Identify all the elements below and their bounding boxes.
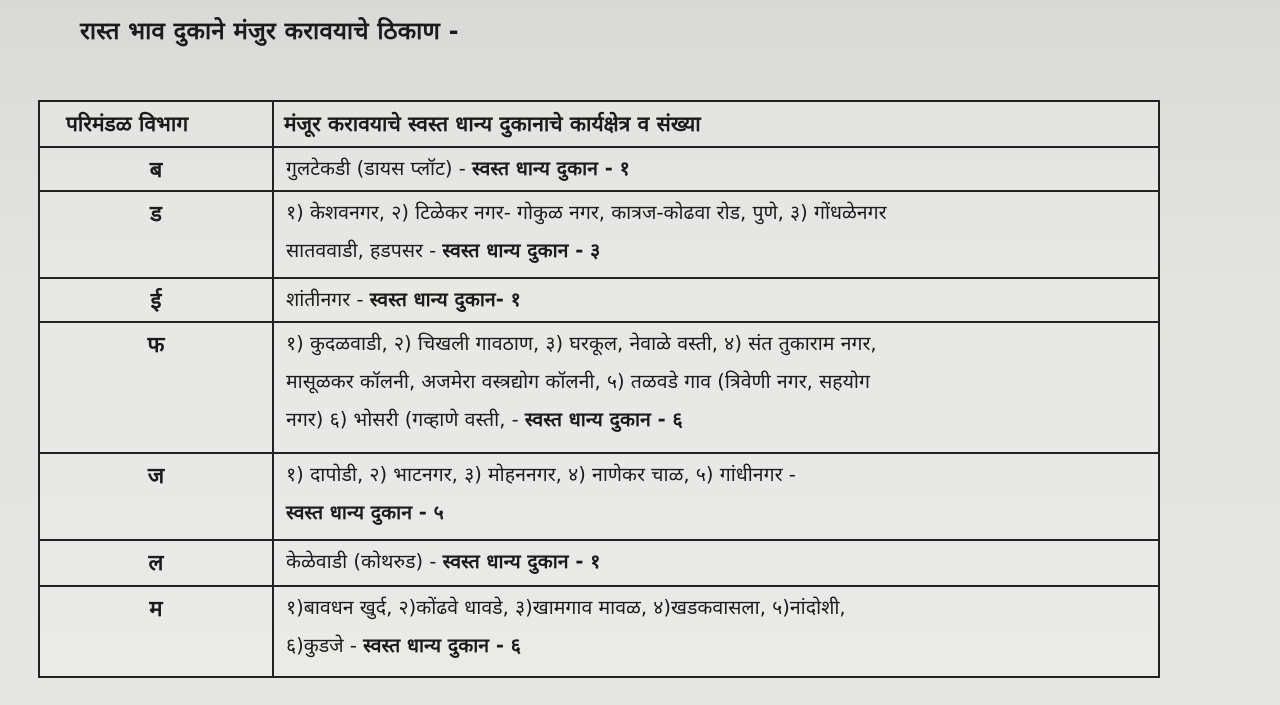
area-line: मासूळकर कॉलनी, अजमेरा वस्त्रद्योग कॉलनी, ५) तळवडे गाव (त्रिवेणी नगर, सहयोग xyxy=(286,369,870,393)
area-line: स्वस्त धान्य दुकान - ५ xyxy=(286,500,444,524)
header-division: परिमंडळ विभाग xyxy=(39,101,273,147)
area-line: शांतीनगर - स्वस्त धान्य दुकान- १ xyxy=(286,287,521,311)
area-line: ६)कुडजे - स्वस्त धान्य दुकान - ६ xyxy=(286,633,521,657)
table-row xyxy=(39,278,1159,322)
area-line: गुलटेकडी (डायस प्लॉट) - स्वस्त धान्य दुकान - १ xyxy=(286,157,630,180)
header-area: मंजूर करावयाचे स्वस्त धान्य दुकानाचे कार्यक्षेत्र व संख्या xyxy=(273,101,1159,147)
table-row xyxy=(39,322,1159,453)
area-line: १) दापोडी, २) भाटनगर, ३) मोहननगर, ४) नाणेकर चाळ, ५) गांधीनगर - xyxy=(286,462,796,486)
division-cell: ज xyxy=(39,453,273,540)
division-cell: ब xyxy=(39,147,273,191)
area-line: सातववाडी, हडपसर - स्वस्त धान्य दुकान - ३ xyxy=(286,238,601,262)
division-cell: फ xyxy=(39,322,273,453)
area-cell xyxy=(273,278,1159,322)
table-row xyxy=(39,191,1159,278)
page-title: रास्त भाव दुकाने मंजुर करावयाचे ठिकाण - xyxy=(80,17,459,45)
area-line: नगर) ६) भोसरी (गव्हाणे वस्ती, - स्वस्त धान्य दुकान - ६ xyxy=(286,407,683,431)
area-cell xyxy=(273,453,1159,540)
area-line: १) कुदळवाडी, २) चिखली गावठाण, ३) घरकूल, नेवाळे वस्ती, ४) संत तुकाराम नगर, xyxy=(286,331,877,355)
area-cell xyxy=(273,147,1159,191)
area-cell xyxy=(273,322,1159,453)
division-cell: ल xyxy=(39,540,273,586)
shop-locations-table xyxy=(38,100,1160,678)
table-row xyxy=(39,586,1159,678)
area-cell xyxy=(273,191,1159,278)
division-cell: म xyxy=(39,586,273,678)
table-row xyxy=(39,147,1159,191)
area-line: १)बावधन खुर्द, २)कोंढवे धावडे, ३)खामगाव मावळ, ४)खडकवासला, ५)नांदोशी, xyxy=(286,595,846,619)
table-row xyxy=(39,540,1159,586)
area-line: केळेवाडी (कोथरुड) - स्वस्त धान्य दुकान - १ xyxy=(286,549,601,573)
area-cell xyxy=(273,586,1159,678)
area-cell xyxy=(273,540,1159,586)
table-header-row xyxy=(39,101,1159,147)
division-cell: ई xyxy=(39,278,273,322)
area-line: १) केशवनगर, २) टिळेकर नगर- गोकुळ नगर, कात्रज-कोढवा रोड, पुणे, ३) गोंधळेनगर xyxy=(286,200,887,224)
division-cell: ड xyxy=(39,191,273,278)
table-row xyxy=(39,453,1159,540)
